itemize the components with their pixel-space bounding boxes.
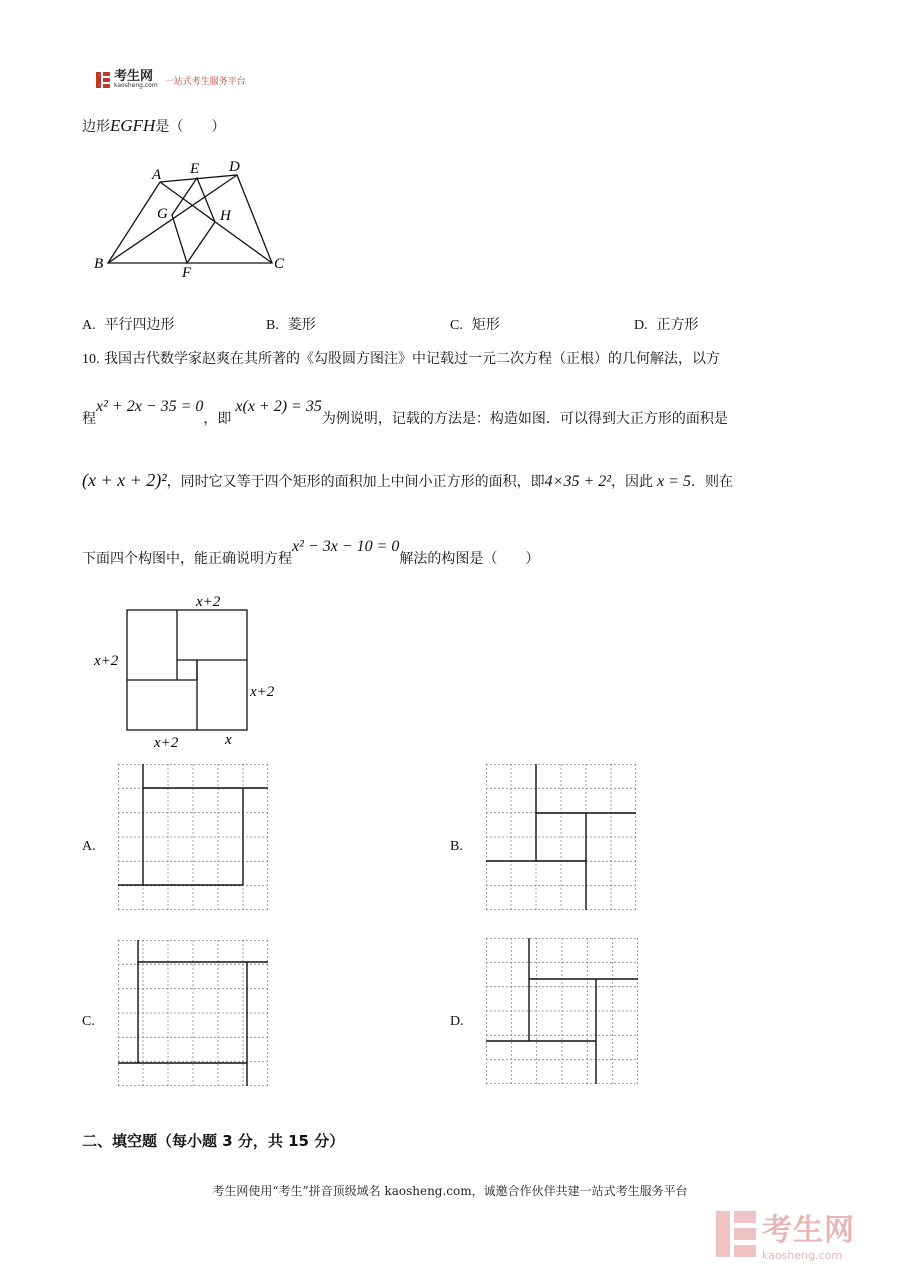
label-C: C bbox=[274, 256, 285, 272]
q10-line3-mid2: ，因此 bbox=[611, 474, 654, 490]
option-letter: D. bbox=[634, 318, 648, 333]
q10-line4 bbox=[82, 536, 540, 567]
q10-eq3: (x + x + 2)² bbox=[82, 470, 167, 490]
q10-number: 10. bbox=[82, 352, 100, 367]
watermark bbox=[716, 1205, 855, 1262]
option-text: 菱形 bbox=[287, 317, 316, 333]
watermark-name: 考生网 bbox=[762, 1213, 855, 1248]
q9-option-d[interactable] bbox=[634, 314, 699, 334]
label-G: G bbox=[157, 206, 168, 222]
q10-option-c-label[interactable]: C. bbox=[82, 1014, 95, 1029]
q10-eq4: 4×35 + 2² bbox=[544, 473, 612, 490]
q10-option-a-figure[interactable] bbox=[118, 764, 268, 910]
option-text: 矩形 bbox=[471, 317, 500, 333]
q9-stem-prefix: 边形 bbox=[82, 119, 110, 135]
watermark-domain: kaosheng.com bbox=[762, 1249, 843, 1262]
q10-line4-prefix: 下面四个构图中，能正确说明方程 bbox=[82, 551, 292, 567]
q10-option-a-label[interactable]: A. bbox=[82, 839, 96, 854]
logo-icon bbox=[96, 72, 110, 88]
label-B: B bbox=[94, 256, 104, 272]
q10-line1-text: 我国古代数学家赵爽在其所著的《勾股圆方图注》中记载过一元二次方程（正根）的几何解法，以方 bbox=[103, 351, 720, 367]
q9-option-b[interactable] bbox=[266, 314, 316, 334]
label-E: E bbox=[190, 161, 200, 177]
grid-background bbox=[486, 764, 636, 910]
q10-eq6: x² − 3x − 10 = 0 bbox=[292, 538, 400, 555]
diagonal-bd bbox=[108, 175, 237, 263]
q9-stem bbox=[82, 116, 225, 136]
header-logo bbox=[96, 71, 246, 89]
label-bottom-x: x bbox=[225, 732, 232, 748]
q9-option-c[interactable] bbox=[450, 314, 500, 334]
q10-option-b-figure[interactable] bbox=[486, 764, 636, 910]
watermark-logo-icon bbox=[716, 1211, 756, 1257]
label-bottom: x+2 bbox=[154, 735, 179, 751]
quadrilateral-egfh bbox=[172, 178, 215, 263]
footer-text: 考生网使用“考生”拼音顶级域名 kaosheng.com，诚邀合作伙伴共建一站式考生服务平台 bbox=[212, 1184, 688, 1198]
q10-eq5: x = 5 bbox=[657, 473, 691, 490]
option-letter: B. bbox=[266, 318, 279, 333]
grid-background bbox=[486, 938, 638, 1084]
option-text: 平行四边形 bbox=[104, 317, 175, 333]
q10-line1 bbox=[82, 348, 720, 368]
q10-eq1: x² + 2x − 35 = 0 bbox=[96, 398, 204, 415]
q10-line3 bbox=[82, 470, 733, 491]
label-F: F bbox=[182, 265, 192, 280]
q9-option-a[interactable] bbox=[82, 314, 175, 334]
logo-slogan: 一站式考生服务平台 bbox=[164, 76, 246, 87]
label-A: A bbox=[152, 167, 162, 183]
label-left: x+2 bbox=[94, 653, 119, 669]
section2-title: 二、填空题（每小题 3 分，共 15 分） bbox=[82, 1132, 345, 1150]
q10-line4-suffix: 解法的构图是（ ） bbox=[399, 551, 540, 567]
option-letter: A. bbox=[82, 318, 96, 333]
q10-line2 bbox=[82, 396, 728, 427]
q9-stem-suffix: 是（ ） bbox=[155, 119, 226, 135]
option-letter: C. bbox=[450, 318, 463, 333]
q10-main-figure bbox=[92, 588, 292, 753]
outer-square bbox=[127, 610, 247, 730]
q10-line2-suffix: 为例说明，记载的方法是：构造如图．可以得到大正方形的面积是 bbox=[321, 411, 728, 427]
label-top: x+2 bbox=[196, 594, 221, 610]
q10-eq2: x(x + 2) = 35 bbox=[235, 398, 322, 415]
logo-domain: kaosheng.com bbox=[114, 82, 158, 89]
q10-line3-suffix: ．则在 bbox=[690, 474, 733, 490]
option-text: 正方形 bbox=[656, 317, 699, 333]
grid-background bbox=[118, 764, 268, 910]
q10-option-b-label[interactable]: B. bbox=[450, 839, 463, 854]
q10-line3-mid: ，同时它又等于四个矩形的面积加上中间小正方形的面积，即 bbox=[166, 474, 545, 490]
logo-name: 考生网 bbox=[114, 69, 154, 84]
label-right: x+2 bbox=[250, 684, 275, 700]
q10-option-d-figure[interactable] bbox=[486, 938, 638, 1084]
label-D: D bbox=[229, 159, 240, 175]
q10-option-d-label[interactable]: D. bbox=[450, 1014, 464, 1029]
q10-option-c-figure[interactable] bbox=[118, 940, 268, 1086]
q10-line2-mid: ，即 bbox=[203, 411, 232, 427]
q9-figure bbox=[90, 155, 300, 280]
label-H: H bbox=[220, 208, 231, 224]
q10-line2-prefix: 程 bbox=[82, 411, 96, 427]
q9-stem-math: EGFH bbox=[110, 116, 156, 135]
